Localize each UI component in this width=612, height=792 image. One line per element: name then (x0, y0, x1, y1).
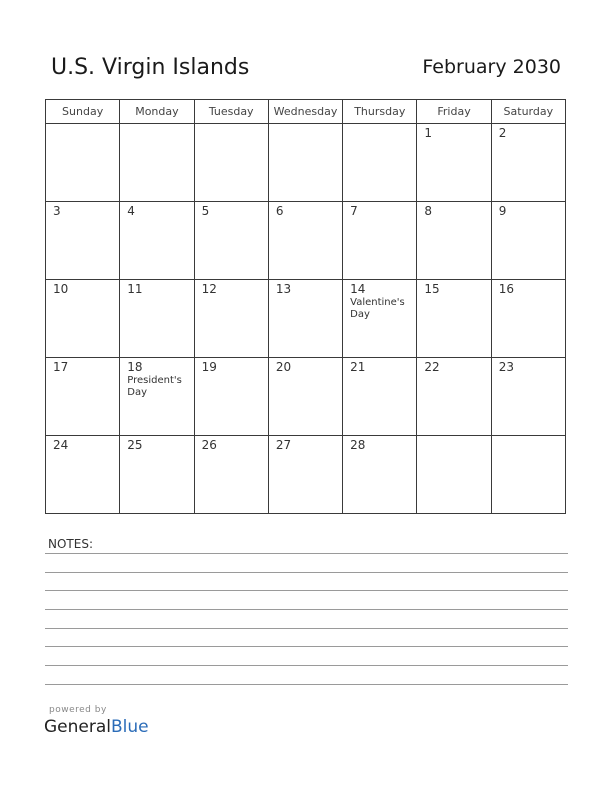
brand-logo (44, 717, 149, 737)
day-number: 5 (201, 204, 210, 218)
day-cell (46, 280, 120, 358)
day-number: 22 (424, 360, 440, 374)
day-cell (120, 124, 194, 202)
day-cell (46, 202, 120, 280)
note-line (45, 684, 568, 685)
day-cell (343, 280, 417, 358)
day-cell (491, 358, 565, 436)
holiday-label: President's Day (127, 375, 182, 398)
day-number: 12 (201, 282, 217, 296)
day-cell (268, 436, 342, 514)
day-cell (194, 358, 268, 436)
calendar-grid (45, 99, 566, 514)
weekday-saturday: Saturday (491, 100, 565, 124)
day-cell (194, 436, 268, 514)
day-number: 18 (127, 360, 143, 374)
day-number: 1 (424, 126, 433, 140)
day-cell (194, 202, 268, 280)
day-number: 20 (275, 360, 292, 374)
day-number: 2 (498, 126, 507, 140)
week-row (46, 358, 566, 436)
day-number: 7 (350, 204, 358, 218)
week-row (46, 124, 566, 202)
day-cell (417, 124, 491, 202)
day-cell (268, 358, 342, 436)
day-number: 3 (53, 204, 61, 218)
weekday-header-row (46, 100, 566, 124)
day-number: 15 (424, 282, 440, 296)
day-number: 14 (350, 282, 366, 296)
page-title: U.S. Virgin Islands (51, 55, 250, 80)
day-cell (268, 124, 342, 202)
note-line (45, 628, 568, 629)
weekday-sunday: Sunday (46, 100, 120, 124)
day-number: 28 (350, 438, 366, 452)
day-cell (343, 358, 417, 436)
day-cell (491, 436, 565, 514)
brand-general-text: General (44, 717, 111, 737)
weekday-tuesday: Tuesday (194, 100, 268, 124)
weekday-thursday: Thursday (343, 100, 417, 124)
powered-by-text: powered by (49, 705, 107, 715)
day-cell (46, 436, 120, 514)
note-line (45, 665, 568, 666)
holiday-label: Valentine's Day (350, 297, 405, 320)
week-row (46, 436, 566, 514)
day-number: 21 (350, 360, 366, 374)
note-line (45, 590, 568, 591)
note-line (45, 553, 568, 554)
day-cell (46, 124, 120, 202)
day-cell (120, 358, 194, 436)
week-row (46, 280, 566, 358)
day-cell (491, 124, 565, 202)
day-cell (120, 436, 194, 514)
day-cell (491, 202, 565, 280)
day-cell (343, 436, 417, 514)
day-cell (417, 202, 491, 280)
day-number: 24 (53, 438, 69, 452)
day-number: 6 (275, 204, 284, 218)
day-number: 16 (498, 282, 514, 296)
day-number: 10 (53, 282, 69, 296)
day-number: 26 (201, 438, 217, 452)
note-line (45, 572, 568, 573)
day-cell (343, 124, 417, 202)
day-number: 8 (424, 204, 433, 218)
day-cell (194, 280, 268, 358)
day-cell (120, 280, 194, 358)
day-cell (194, 124, 268, 202)
weekday-wednesday: Wednesday (268, 100, 342, 124)
notes-label: NOTES: (48, 537, 93, 551)
day-cell (491, 280, 565, 358)
day-cell (417, 358, 491, 436)
note-line (45, 609, 568, 610)
day-number: 11 (127, 282, 143, 296)
brand-blue-text: Blue (111, 717, 149, 737)
day-cell (120, 202, 194, 280)
day-number: 23 (498, 360, 514, 374)
day-number: 25 (127, 438, 143, 452)
weekday-monday: Monday (120, 100, 194, 124)
day-cell (46, 358, 120, 436)
day-cell (417, 280, 491, 358)
day-cell (268, 202, 342, 280)
week-row (46, 202, 566, 280)
day-number: 4 (127, 204, 135, 218)
day-cell (343, 202, 417, 280)
day-cell (268, 280, 342, 358)
day-number: 19 (201, 360, 217, 374)
note-line (45, 646, 568, 647)
day-number: 17 (53, 360, 69, 374)
weekday-friday: Friday (417, 100, 491, 124)
day-number: 27 (275, 438, 292, 452)
day-number: 9 (498, 204, 507, 218)
day-number: 13 (275, 282, 292, 296)
day-cell (417, 436, 491, 514)
month-title: February 2030 (422, 56, 561, 78)
